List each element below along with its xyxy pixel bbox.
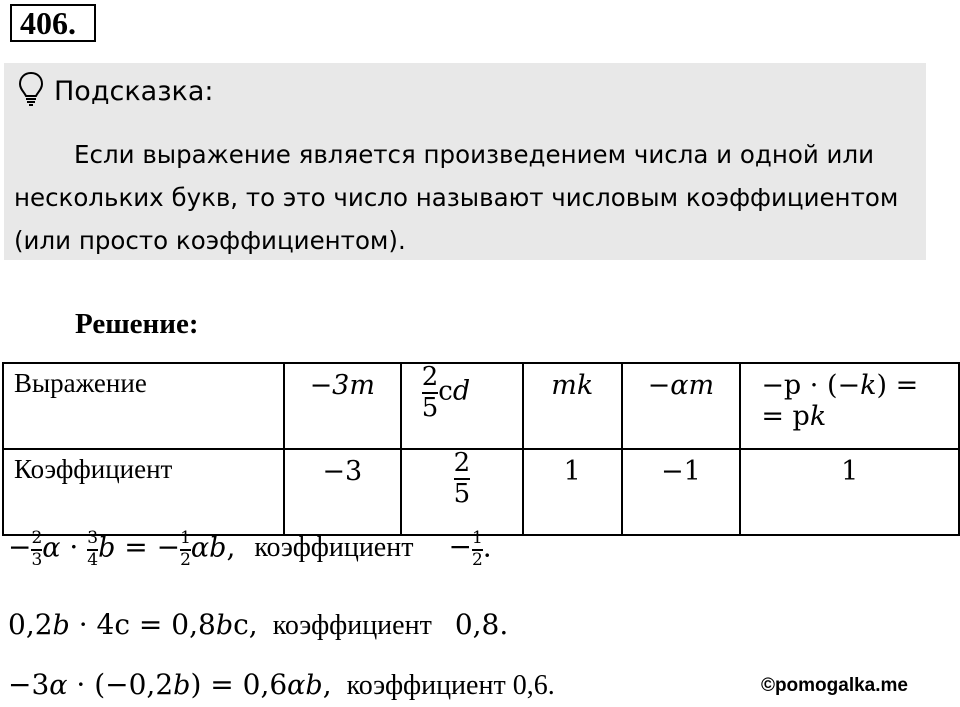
coefficient-table — [2, 362, 960, 536]
line2-word: коэффициент — [272, 610, 432, 641]
task-number: 406. — [10, 4, 96, 42]
hint-text: Если выражение является произведением числа и одной или нескольких букв, то это число называют числовым коэффициентом (или просто коэффициентом). — [14, 140, 899, 255]
solution-title: Решение: — [75, 308, 199, 340]
row-label-coefficient: Коэффициент — [3, 449, 284, 535]
table-row — [3, 449, 959, 535]
row-label-expression: Выражение — [3, 363, 284, 449]
expr-cell-3: mk — [523, 363, 621, 449]
coef-cell-2: $\frac{2}{5}$ — [401, 449, 523, 535]
hint-title: Подсказка: — [54, 75, 214, 107]
coef-cell-5: 1 — [740, 449, 959, 535]
line2-coef: 0,8. — [454, 608, 509, 641]
watermark: ©pomogalka.me — [760, 675, 908, 696]
coef-cell-1: −3 — [284, 449, 401, 535]
expr-cell-5: −p · (−k) = = pk — [740, 363, 959, 449]
coef-cell-4: −1 — [622, 449, 741, 535]
expr-cell-1: −3m — [284, 363, 401, 449]
hint-header — [18, 71, 214, 111]
solution-line-2: 0,2b · 4c = 0,8bc, коэффициент 0,8. — [8, 608, 509, 641]
lightbulb-icon — [18, 71, 44, 112]
solution-line-1: − $\frac{2}{3}$ α · $\frac{3}{4}$ b = − $\frac{1}{2}$ αb, коэффициент − $\frac{1}{2}$ . — [8, 528, 492, 570]
expr-cell-2: $\frac{2}{5}$ cd — [401, 363, 523, 449]
coef-cell-3: 1 — [523, 449, 621, 535]
table-row — [3, 363, 959, 449]
line3-word: коэффициент 0,6. — [346, 670, 555, 701]
hint-box — [4, 63, 926, 260]
line1-word: коэффициент — [254, 532, 414, 564]
solution-line-3: −3α · (−0,2b) = 0,6αb, коэффициент 0,6. — [8, 668, 555, 701]
expr-cell-4: −αm — [622, 363, 741, 449]
